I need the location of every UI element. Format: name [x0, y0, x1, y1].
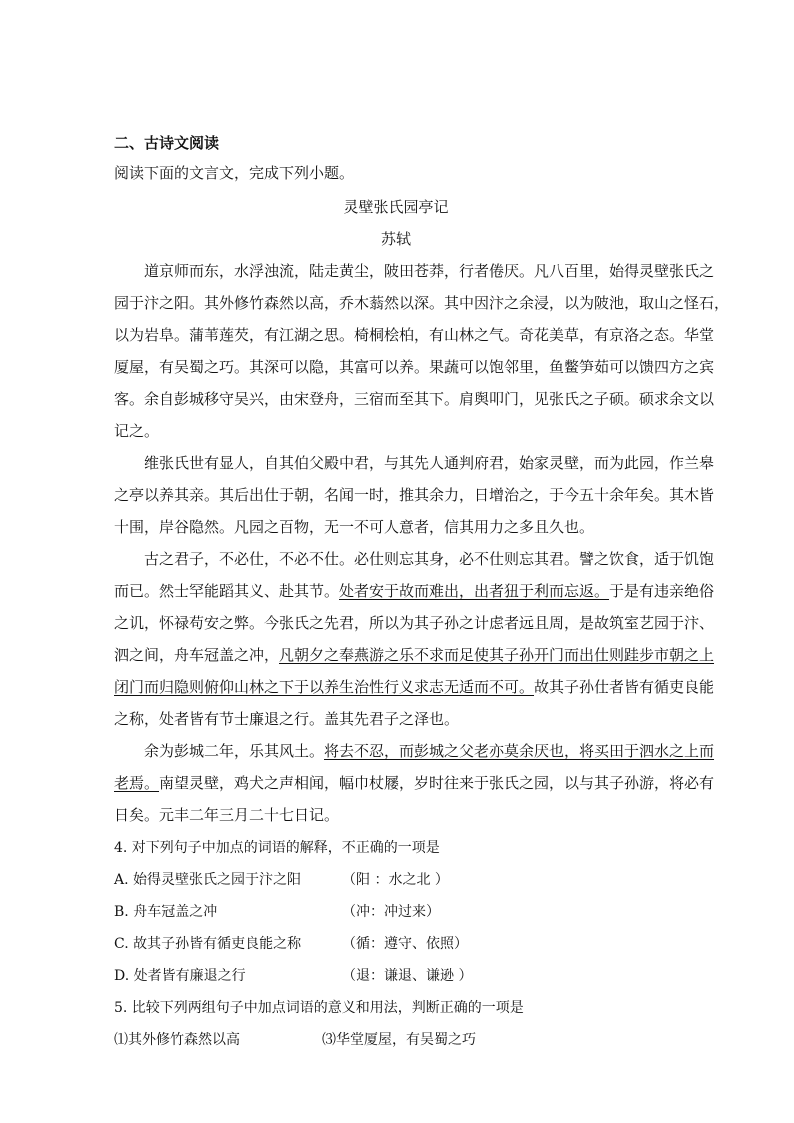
underlined-sentence: 处者安于故而难出，出者狃于利而忘返。: [339, 582, 610, 600]
essay-line: 古之君子，不必仕，不必不仕。必仕则忘其身，必不仕则忘其君。譬之饮食，适于饥饱: [114, 550, 715, 568]
pair-3: ⑶华堂厦屋，有吴蜀之巧: [322, 1032, 476, 1048]
essay-line: 记之。: [114, 422, 160, 440]
underlined-sentence: 凡朝夕之奉燕游之乐不求而足使其子孙开门而出仕则跬步市朝之上: [279, 646, 715, 664]
essay-line: 维张氏世有显人，自其伯父殿中君，与其先人通判府君，始家灵壁，而为此园，作兰皋: [114, 454, 715, 472]
option-b: B. 舟车冠盖之冲: [114, 904, 218, 920]
essay-line: [114, 645, 715, 665]
essay-line: 之称，处者皆有节士廉退之行。盖其先君子之泽也。: [114, 710, 460, 728]
essay-line: [114, 581, 715, 601]
essay-line: 客。余自彭城移守吴兴，由宋登舟，三宿而至其下。肩舆叩门，见张氏之子硕。硕求余文以: [114, 390, 715, 408]
essay-line: [114, 741, 715, 761]
essay-line: 之亭以养其亲。其后出仕于朝，名闻一时，推其余力，日增治之，于今五十余年矣。其木皆: [114, 486, 715, 504]
underlined-sentence: 将去不忍，而彭城之父老亦莫余厌也，将买田于泗水之上而: [324, 742, 715, 760]
option-d-gloss: （退：谦退、谦逊 ）: [342, 968, 473, 984]
question-4-stem: 4. 对下列句子中加点的词语的解释，不正确的一项是: [114, 840, 440, 856]
essay-line: 园于汴之阳。其外修竹森然以高，乔木蓊然以深。其中因汴之余浸，以为陂池，取山之怪石，: [114, 294, 730, 312]
essay-text: 余为彭城二年，乐其风土。: [114, 742, 325, 760]
pair-1: ⑴其外修竹森然以高: [114, 1032, 240, 1048]
essay-line: 日矣。元丰二年三月二十七日记。: [114, 806, 340, 824]
essay-line: [114, 677, 715, 697]
essay-text: 而已。然士罕能蹈其义、赴其节。: [114, 582, 340, 600]
essay-line: 以为岩阜。蒲苇莲芡，有江湖之思。椅桐桧柏，有山林之气。奇花美草，有京洛之态。华堂: [114, 326, 715, 344]
section-title: 二、古诗文阅读: [114, 134, 220, 152]
option-c-gloss: （循：遵守、依照）: [342, 936, 468, 952]
option-b-gloss: （冲：冲过来）: [342, 904, 440, 920]
instruction: 阅读下面的文言文，完成下列小题。: [114, 164, 355, 182]
essay-line: 道京师而东，水浮浊流，陆走黄尘，陂田苍莽，行者倦厌。凡八百里，始得灵壁张氏之: [114, 262, 715, 280]
essay-line: [114, 773, 715, 793]
option-d: D. 处者皆有廉退之行: [114, 968, 246, 984]
essay-text: 故其子孙仕者皆有循吏良能: [534, 678, 715, 696]
underlined-sentence: 老焉。: [114, 774, 160, 792]
essay-author: 苏轼: [380, 230, 411, 248]
underlined-sentence: 闭门而归隐则俯仰山林之下于以养生治性行义求志无适而不可。: [114, 678, 535, 696]
essay-text: 南望灵壁，鸡犬之声相闻，幅巾杖屦，岁时往来于张氏之园，以与其子孙游，将必有: [159, 774, 715, 792]
essay-line: 厦屋，有吴蜀之巧。其深可以隐，其富可以养。果蔬可以饱邻里，鱼鳖笋茹可以馈四方之宾: [114, 358, 715, 376]
question-5-stem: 5. 比较下列两组句子中加点词语的意义和用法，判断正确的一项是: [114, 1000, 524, 1016]
essay-text: 泗之间，舟车冠盖之冲，: [114, 646, 280, 664]
essay-title: 灵壁张氏园亭记: [343, 198, 449, 216]
essay-line: 十围，岸谷隐然。凡园之百物，无一不可人意者，信其用力之多且久也。: [114, 518, 595, 536]
essay-text: 于是有违亲绝俗: [609, 582, 715, 600]
option-c: C. 故其子孙皆有循吏良能之称: [114, 936, 302, 952]
essay-line: 之讥，怀禄苟安之弊。今张氏之先君，所以为其子孙之计虑者远且周，是故筑室艺园于汴、: [114, 614, 715, 632]
option-a: A. 始得灵壁张氏之园于汴之阳: [114, 872, 302, 888]
option-a-gloss: （阳 ：水之北 ）: [342, 872, 449, 888]
